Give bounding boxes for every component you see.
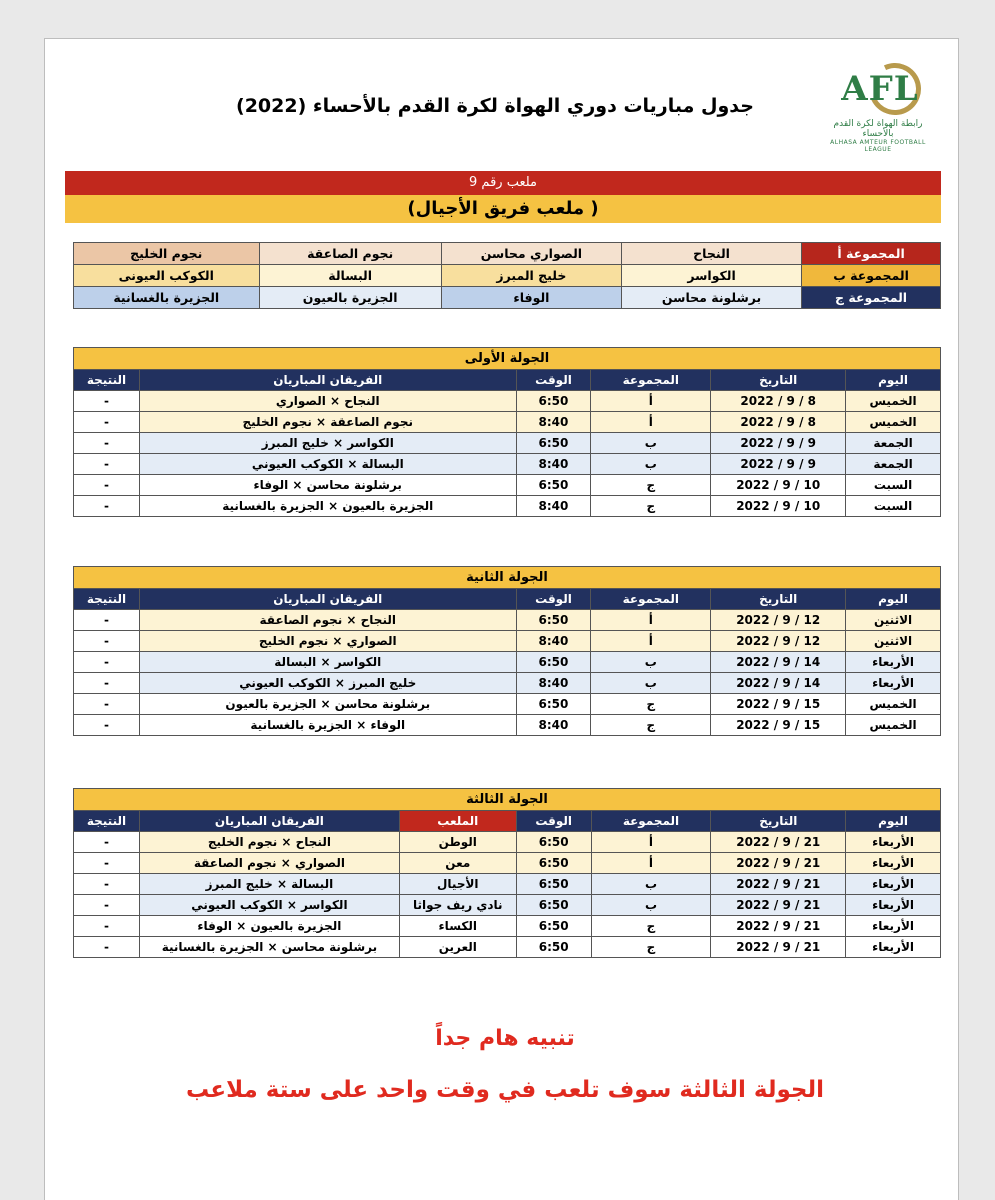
match-time: 8:40 [516,673,591,694]
match-result: - [74,916,140,937]
header-teams: الفريقان المباريان [139,370,516,391]
round-3-table [73,788,941,958]
match-date: 15 / 9 / 2022 [711,694,846,715]
match-group: ج [591,496,711,517]
header-result: النتيجة [74,811,140,832]
match-date: 8 / 9 / 2022 [711,391,846,412]
match-group: ج [591,937,711,958]
match-teams: الجزيرة بالعيون × الجزيرة بالغسانية [139,496,516,517]
match-teams: برشلونة محاسن × الجزيرة بالغسانية [139,937,399,958]
match-result: - [74,832,140,853]
header-teams: الفريقان المباريان [139,811,399,832]
header-date: التاريخ [711,589,846,610]
match-time: 8:40 [516,412,591,433]
match-day: الاثنين [846,610,941,631]
group-team: النجاح [621,243,801,265]
match-group: أ [591,610,711,631]
match-result: - [74,412,140,433]
match-row [74,610,941,631]
match-row [74,433,941,454]
round-title: الجولة الثالثة [74,789,941,811]
group-team: نجوم الصاعقة [259,243,441,265]
match-teams: البسالة × خليج المبرز [139,874,399,895]
match-result: - [74,610,140,631]
header-day: اليوم [846,589,941,610]
match-group: أ [591,853,711,874]
match-teams: الصواري × نجوم الصاعقة [139,853,399,874]
match-result: - [74,874,140,895]
match-teams: الكواسر × الكوكب العيوني [139,895,399,916]
match-day: الخميس [846,412,941,433]
match-date: 21 / 9 / 2022 [711,874,846,895]
group-team: الجزيرة بالغسانية [74,287,260,309]
match-time: 6:50 [516,475,591,496]
match-date: 12 / 9 / 2022 [711,610,846,631]
match-result: - [74,673,140,694]
match-day: الأربعاء [846,832,941,853]
logo-arabic-text: رابطة الهواة لكرة القدم بالأحساء [833,119,923,139]
match-teams: نجوم الصاعقة × نجوم الخليج [139,412,516,433]
match-date: 21 / 9 / 2022 [711,895,846,916]
match-row [74,475,941,496]
match-row [74,694,941,715]
match-day: الخميس [846,694,941,715]
match-teams: الكواسر × خليج المبرز [139,433,516,454]
match-date: 9 / 9 / 2022 [711,433,846,454]
match-teams: النجاح × الصواري [139,391,516,412]
match-teams: الكواسر × البسالة [140,652,517,673]
match-result: - [74,694,140,715]
match-day: الأربعاء [846,652,941,673]
match-result: - [74,715,140,736]
round-header-row [74,811,941,832]
group-label: المجموعة ب [802,265,941,287]
groups-table [73,242,941,309]
match-row [74,874,941,895]
round-title: الجولة الثانية [74,567,941,589]
match-day: الأربعاء [846,916,941,937]
match-row [74,916,941,937]
match-date: 10 / 9 / 2022 [711,496,846,517]
match-group: ج [591,715,711,736]
header-venue: الملعب [399,811,516,832]
match-result: - [74,454,140,475]
match-group: ب [591,895,711,916]
group-label: المجموعة أ [802,243,941,265]
header-date: التاريخ [711,370,846,391]
group-label: المجموعة ج [802,287,941,309]
match-result: - [74,895,140,916]
match-day: الاثنين [846,631,941,652]
match-result: - [74,853,140,874]
group-team: نجوم الخليج [74,243,260,265]
match-teams: برشلونة محاسن × الجزيرة بالعيون [140,694,517,715]
match-venue: نادي ريف جواثا [399,895,516,916]
match-venue: الوطن [399,832,516,853]
match-row [74,412,941,433]
match-teams: البسالة × الكوكب العيوني [139,454,516,475]
match-date: 21 / 9 / 2022 [711,832,846,853]
header-day: اليوم [846,811,941,832]
header-result: النتيجة [74,370,140,391]
match-time: 8:40 [516,454,591,475]
match-time: 6:50 [516,694,591,715]
group-team: الكواسر [621,265,801,287]
stadium-name: ( ملعب فريق الأجيال) [65,195,941,223]
match-group: أ [591,391,711,412]
match-group: ج [591,475,711,496]
header-group: المجموعة [591,370,711,391]
match-group: ب [591,454,711,475]
match-day: الجمعة [846,454,941,475]
match-day: الخميس [846,715,941,736]
round-1-table [73,347,941,517]
match-row [74,631,941,652]
match-day: الأربعاء [846,895,941,916]
match-time: 6:50 [516,874,591,895]
match-date: 8 / 9 / 2022 [711,412,846,433]
round-title-row [74,789,941,811]
match-teams: خليج المبرز × الكوكب العيوني [140,673,517,694]
group-row-c [74,287,941,309]
notice-title: تنبيه هام جداً [435,1026,575,1051]
group-team: الوفاء [441,287,621,309]
header-group: المجموعة [591,811,711,832]
match-day: الجمعة [846,433,941,454]
match-day: الأربعاء [846,853,941,874]
group-team: برشلونة محاسن [621,287,801,309]
match-group: أ [591,832,711,853]
match-result: - [74,652,140,673]
match-day: الأربعاء [846,673,941,694]
match-group: ب [591,652,711,673]
match-row [74,895,941,916]
logo-text: AFL [841,69,919,109]
match-row [74,853,941,874]
match-time: 6:50 [516,853,591,874]
match-group: ب [591,673,711,694]
match-group: أ [591,631,711,652]
header-date: التاريخ [711,811,846,832]
logo-mark [823,61,933,119]
match-row [74,454,941,475]
match-venue: الكساء [399,916,516,937]
afl-logo [823,61,933,151]
group-team: الكوكب العيونى [74,265,260,287]
match-result: - [74,631,140,652]
match-row [74,391,941,412]
header-time: الوقت [516,589,591,610]
stadium-number: ملعب رقم 9 [65,171,941,195]
match-date: 14 / 9 / 2022 [711,673,846,694]
match-time: 6:50 [516,391,591,412]
match-date: 21 / 9 / 2022 [711,916,846,937]
header-time: الوقت [516,811,591,832]
match-day: الأربعاء [846,874,941,895]
match-venue: الأجيال [399,874,516,895]
match-row [74,715,941,736]
match-date: 12 / 9 / 2022 [711,631,846,652]
match-row [74,673,941,694]
group-team: الجزيرة بالعيون [259,287,441,309]
match-time: 6:50 [516,895,591,916]
round-header-row [74,589,941,610]
match-time: 6:50 [516,937,591,958]
round-header-row [74,370,941,391]
round-title: الجولة الأولى [74,348,941,370]
match-date: 21 / 9 / 2022 [711,937,846,958]
header-result: النتيجة [74,589,140,610]
round-title-row [74,348,941,370]
match-time: 6:50 [516,832,591,853]
round-2-table [73,566,941,736]
match-date: 10 / 9 / 2022 [711,475,846,496]
match-date: 14 / 9 / 2022 [711,652,846,673]
header-day: اليوم [846,370,941,391]
match-result: - [74,496,140,517]
header-teams: الفريقان المباريان [140,589,517,610]
match-date: 21 / 9 / 2022 [711,853,846,874]
header-time: الوقت [516,370,591,391]
match-result: - [74,391,140,412]
match-group: ب [591,433,711,454]
match-teams: الجزيرة بالعيون × الوفاء [139,916,399,937]
match-venue: معن [399,853,516,874]
document-page [44,38,959,1200]
match-teams: النجاح × نجوم الخليج [139,832,399,853]
group-team: الصواري محاسن [441,243,621,265]
round-title-row [74,567,941,589]
match-result: - [74,937,140,958]
group-row-a [74,243,941,265]
match-result: - [74,475,140,496]
match-row [74,652,941,673]
match-time: 8:40 [516,496,591,517]
match-group: ج [591,694,711,715]
match-day: الأربعاء [846,937,941,958]
match-time: 8:40 [516,715,591,736]
match-venue: العرين [399,937,516,958]
match-time: 6:50 [516,433,591,454]
match-teams: الصواري × نجوم الخليج [140,631,517,652]
match-time: 8:40 [516,631,591,652]
group-row-b [74,265,941,287]
match-date: 9 / 9 / 2022 [711,454,846,475]
logo-english-text: ALHASA AMTEUR FOOTBALL LEAGUE [830,139,926,153]
match-group: ج [591,916,711,937]
group-team: البسالة [259,265,441,287]
match-time: 6:50 [516,652,591,673]
match-result: - [74,433,140,454]
match-day: السبت [846,496,941,517]
group-team: خليج المبرز [441,265,621,287]
match-row [74,937,941,958]
match-teams: الوفاء × الجزيرة بالغسانية [140,715,517,736]
match-group: ب [591,874,711,895]
match-teams: النجاح × نجوم الصاعقة [140,610,517,631]
match-time: 6:50 [516,610,591,631]
match-teams: برشلونة محاسن × الوفاء [139,475,516,496]
match-time: 6:50 [516,916,591,937]
match-row [74,832,941,853]
notice-text: الجولة الثالثة سوف تلعب في وقت واحد على ستة ملاعب [186,1077,824,1103]
match-day: السبت [846,475,941,496]
header-group: المجموعة [591,589,711,610]
match-day: الخميس [846,391,941,412]
match-date: 15 / 9 / 2022 [711,715,846,736]
page-title: جدول مباريات دوري الهواة لكرة القدم بالأحساء (2022) [236,95,754,117]
match-group: أ [591,412,711,433]
match-row [74,496,941,517]
